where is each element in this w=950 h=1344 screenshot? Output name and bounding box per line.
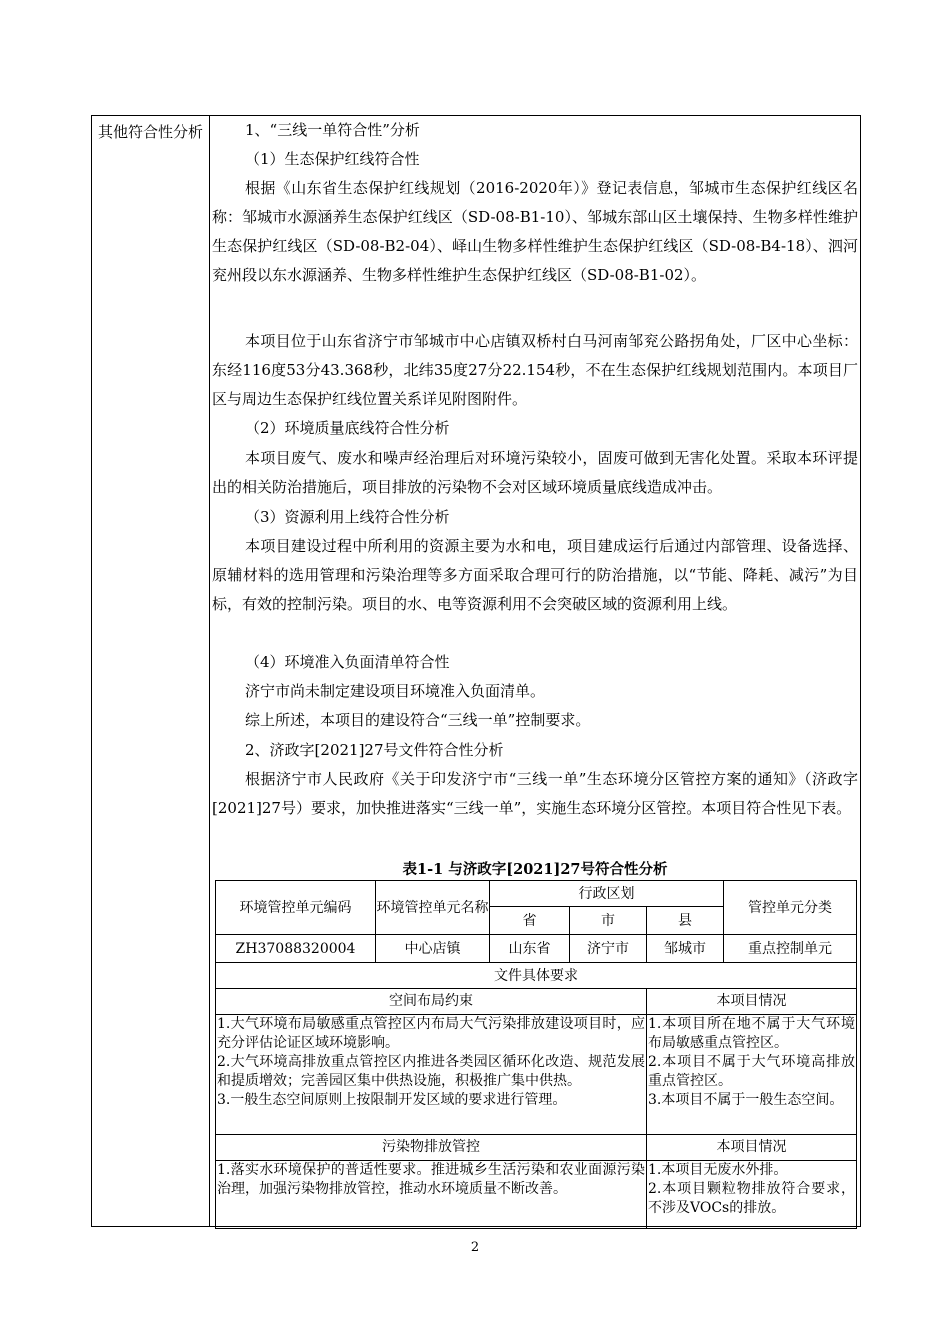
emission-control-situation [647,1161,857,1229]
file-requirements-header: 文件具体要求 [216,963,857,989]
paragraph-summary: 综上所述，本项目的建设符合“三线一单”控制要求。 [245,711,591,729]
requirement-item: 1.大气环境布局敏感重点管控区内布局大气污染排放建设项目时，应充分评估论证区域环境影响。 [217,1016,645,1051]
left-label: 其他符合性分析 [97,123,203,141]
spatial-layout-header: 空间布局约束 [216,989,647,1015]
cell-province: 山东省 [490,935,570,963]
paragraph-document: 根据济宁市人民政府《关于印发济宁市“三线一单”生态环境分区管控方案的通知》（济政字[2021]27号）要求，加快推进落实“三线一单”，实施生态环境分区管控。本项目符合性见下表。 [212,770,858,817]
situation-item: 1.本项目无废水外排。 [648,1162,788,1178]
requirement-item: 3.一般生态空间原则上按限制开发区域的要求进行管理。 [217,1092,567,1108]
emission-control-header: 污染物排放管控 [216,1135,647,1161]
heading-2: 2、济政字[2021]27号文件符合性分析 [245,741,504,759]
page-number: 2 [470,1240,480,1255]
project-situation-header-2: 本项目情况 [647,1135,857,1161]
paragraph-location: 本项目位于山东省济宁市邹城市中心店镇双桥村白马河南邹兖公路拐角处，厂区中心坐标：东经116度53分43.368秒，北纬35度27分22.154秒，不在生态保护红线规划范围内。本项目厂区与周边生态保护红线位置关系详见附图附件。 [212,332,858,408]
project-situation-header-1: 本项目情况 [647,989,857,1015]
table-caption: 表1-1 与济政字[2021]27号符合性分析 [402,861,668,878]
cell-unit-name: 中心店镇 [376,935,490,963]
paragraph-quality: 本项目废气、废水和噪声经治理后对环境污染较小，固废可做到无害化处置。采取本环评提出的相关防治措施后，项目排放的污染物不会对区域环境质量底线造成冲击。 [212,449,858,496]
unit-table [215,880,857,989]
header-unit-code: 环境管控单元编码 [216,881,376,935]
requirement-item: 2.大气环境高排放重点管控区内推进各类园区循环化改造、规范发展和提质增效；完善园区集中供热设施，积极推广集中供热。 [217,1054,645,1089]
header-city: 市 [570,907,647,935]
situation-item: 1.本项目所在地不属于大气环境布局敏感重点管控区。 [648,1016,855,1051]
cell-city: 济宁市 [570,935,647,963]
cell-unit-category: 重点控制单元 [724,935,857,963]
cell-unit-code: ZH37088320004 [216,935,376,963]
header-county: 县 [647,907,724,935]
header-unit-category: 管控单元分类 [724,881,857,935]
situation-item: 2.本项目不属于大气环境高排放重点管控区。 [648,1054,855,1089]
requirements-table [215,988,857,1229]
subheading-1: （1）生态保护红线符合性 [245,150,420,168]
subheading-2: （2）环境质量底线符合性分析 [245,419,450,437]
column-divider [209,116,210,1226]
requirement-item: 1.落实水环境保护的普适性要求。推进城乡生活污染和农业面源污染治理，加强污染物排放管控，推动水环境质量不断改善。 [217,1162,645,1197]
spatial-layout-situation [647,1015,857,1135]
situation-item: 2.本项目颗粒物排放符合要求，不涉及VOCs的排放。 [648,1181,855,1216]
subheading-4: （4）环境准入负面清单符合性 [245,653,450,671]
header-province: 省 [490,907,570,935]
paragraph-negative-list: 济宁市尚未制定建设项目环境准入负面清单。 [245,682,546,700]
heading-1: 1、“三线一单符合性”分析 [245,121,420,139]
header-unit-name: 环境管控单元名称 [376,881,490,935]
emission-control-requirements [216,1161,647,1229]
subheading-3: （3）资源利用上线符合性分析 [245,508,450,526]
spatial-layout-requirements [216,1015,647,1135]
paragraph-redline-info: 根据《山东省生态保护红线规划（2016-2020年）》登记表信息，邹城市生态保护红线区名称：邹城市水源涵养生态保护红线区（SD-08-B1-10）、邹城东部山区土壤保持、生物多样性维护生态保护红线区（SD-08-B2-04）、峄山生物多样性维护生态保护红线区（SD-08-B4-18）、泗河兖州段以东水源涵养、生物多样性维护生态保护红线区（SD-08-B1-02）。 [212,179,858,284]
situation-item: 3.本项目不属于一般生态空间。 [648,1092,844,1108]
content-frame [91,115,861,1227]
paragraph-resource: 本项目建设过程中所利用的资源主要为水和电，项目建成运行后通过内部管理、设备选择、原辅材料的选用管理和污染治理等多方面采取合理可行的防治措施，以“节能、降耗、减污”为目标，有效的控制污染。项目的水、电等资源利用不会突破区域的资源利用上线。 [212,537,858,613]
cell-county: 邹城市 [647,935,724,963]
header-admin-division: 行政区划 [490,881,724,907]
